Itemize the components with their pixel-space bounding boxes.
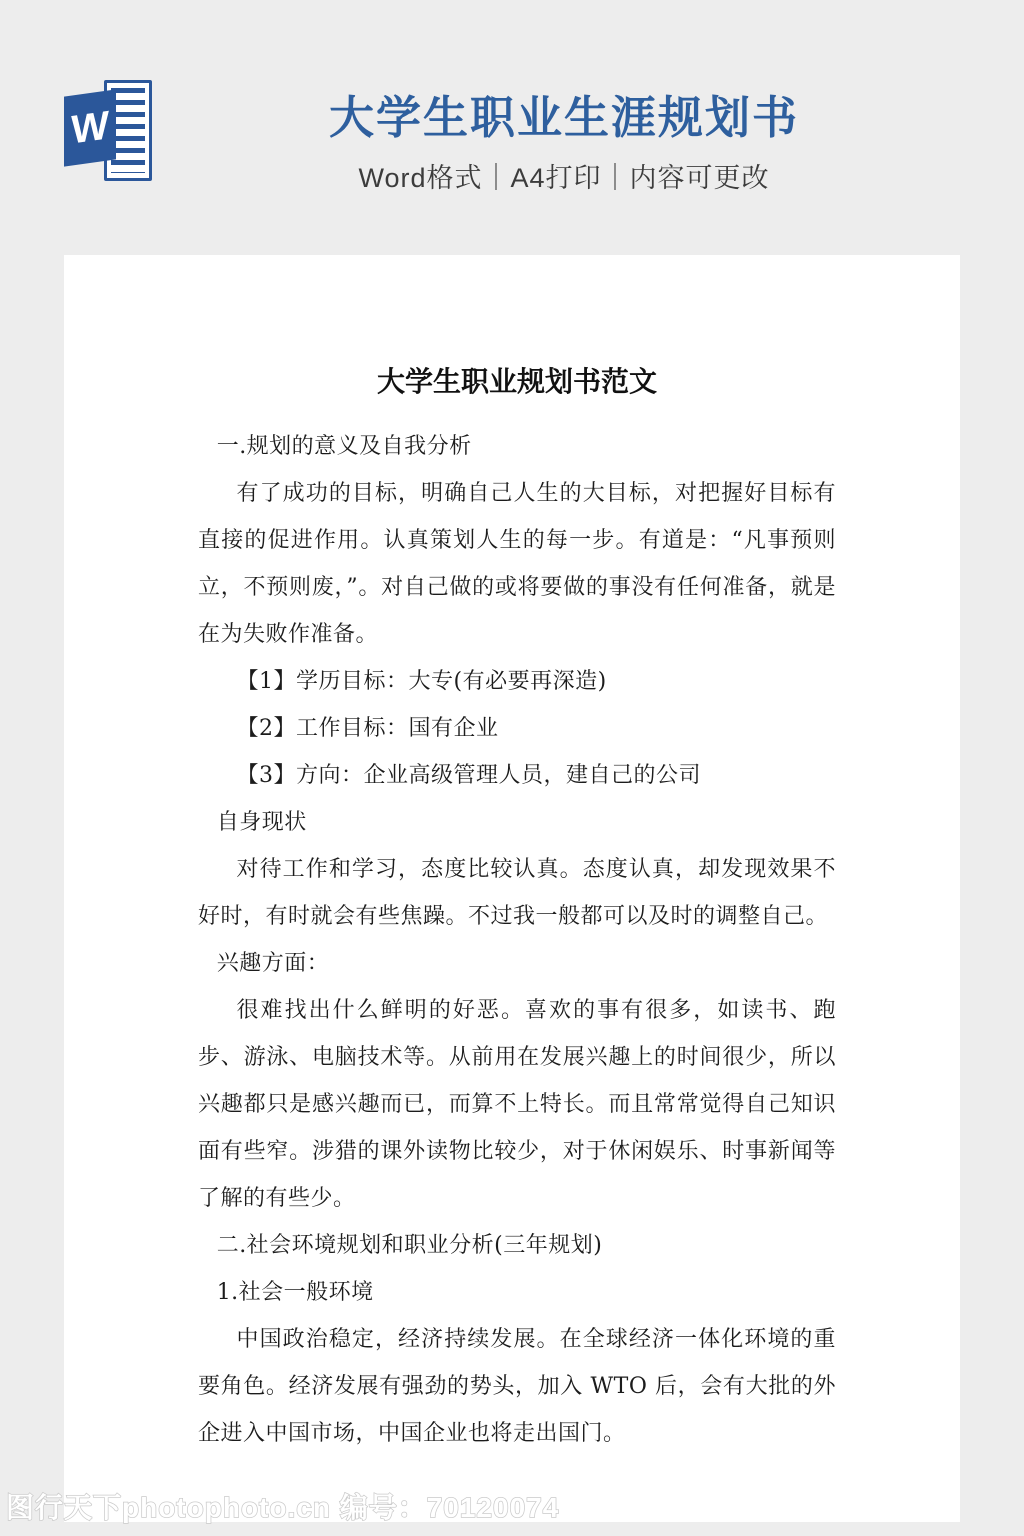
doc-paragraph: 二.社会环境规划和职业分析(三年规划) [216,1233,603,1258]
template-title: 大学生职业生涯规划书 [328,92,799,143]
doc-paragraph: 【2】工作目标：国有企业 [236,716,499,741]
doc-paragraph: 【3】方向：企业高级管理人员，建自己的公司 [236,763,701,788]
doc-paragraph: 一.规划的意义及自我分析 [216,434,472,459]
word-icon-letter: W [71,103,109,153]
doc-paragraph: 1.社会一般环境 [216,1280,374,1305]
document-page [64,255,960,1522]
template-subtitle: Word格式｜A4打印｜内容可更改 [358,163,770,193]
doc-paragraph: 很难找出什么鲜明的好恶。喜欢的事有很多，如读书、跑步、游泳、电脑技术等。从前用在发展兴趣上的时间很少，所以兴趣都只是感兴趣而已，而算不上特长。而且常常觉得自己知识面有些窄。涉猎的课外读物比较少，对于休闲娱乐、时事新闻等了解的有些少。 [198,998,836,1211]
doc-paragraph: 自身现状 [216,810,307,835]
doc-paragraph: 【1】学历目标：大专(有必要再深造) [236,669,607,694]
header [0,0,1024,255]
doc-paragraph: 中国政治稳定，经济持续发展。在全球经济一体化环境的重要角色。经济发展有强劲的势头，加入 WTO 后，会有大批的外企进入中国市场，中国企业也将走出国门。 [198,1327,836,1446]
document-title: 大学生职业规划书范文 [376,365,657,398]
header-text [104,92,1024,195]
doc-paragraph: 兴趣方面： [216,951,330,976]
watermark-text: 图行天下photophoto.cn 编号：70120074 [6,1492,560,1523]
document-body [198,423,836,1457]
doc-paragraph: 对待工作和学习，态度比较认真。态度认真，却发现效果不好时，有时就会有些焦躁。不过我一般都可以及时的调整自己。 [198,857,836,929]
doc-paragraph: 有了成功的目标，明确自己人生的大目标，对把握好目标有直接的促进作用。认真策划人生的每一步。有道是：“凡事预则立，不预则废，”。对自己做的或将要做的事没有任何准备，就是在为失败作准备。 [198,481,836,647]
